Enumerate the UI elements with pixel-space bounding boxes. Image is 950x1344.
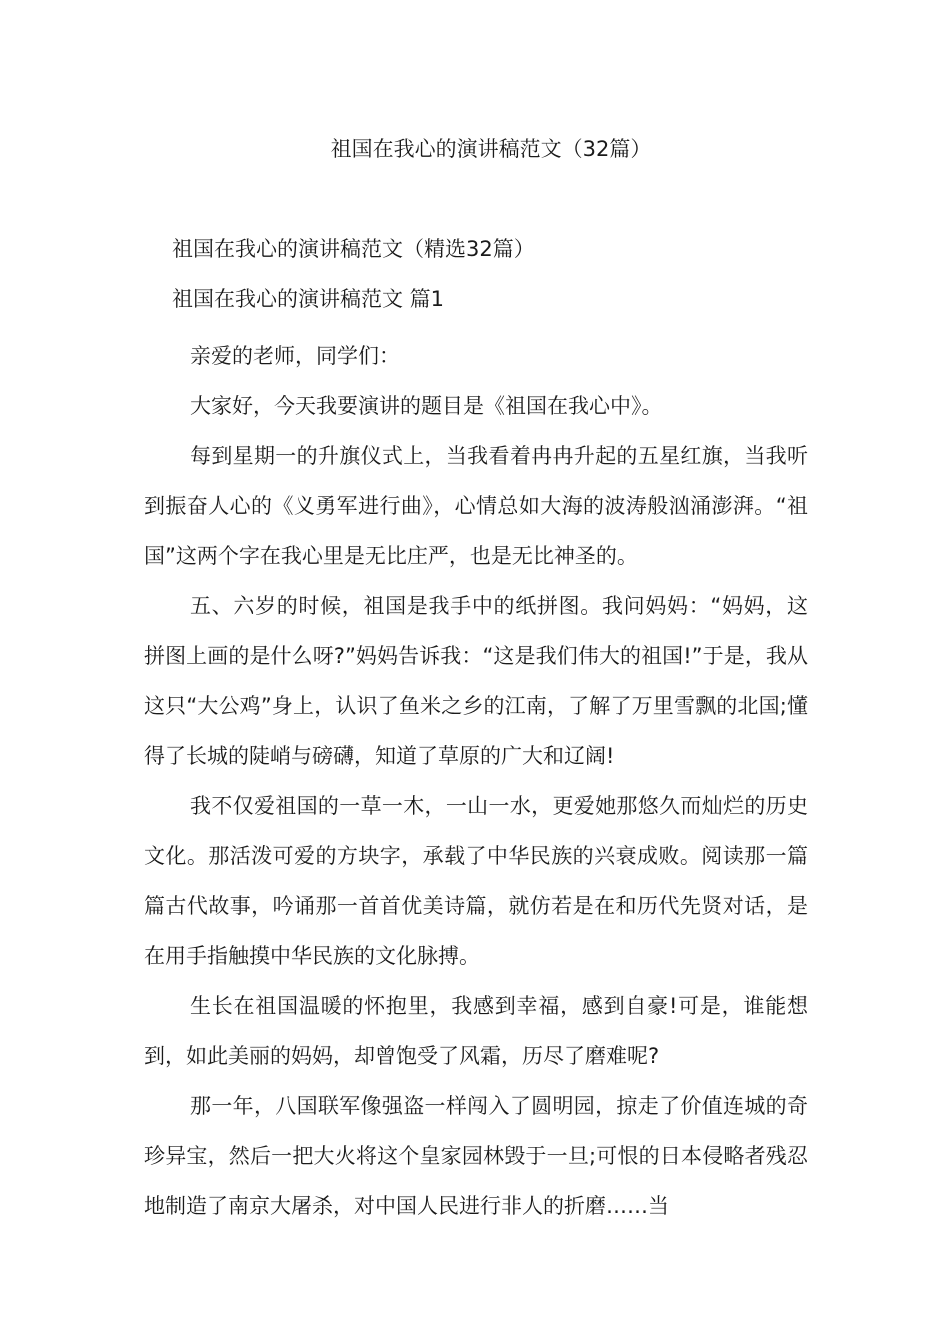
paragraph: 生长在祖国温暖的怀抱里，我感到幸福，感到自豪!可是，谁能想到，如此美丽的妈妈，却曾饱受了风霜，历尽了磨难呢?: [144, 994, 808, 1068]
paragraph: 我不仅爱祖国的一草一木，一山一水，更爱她那悠久而灿烂的历史文化。那活泼可爱的方块字，承载了中华民族的兴衰成败。阅读那一篇篇古代故事，吟诵那一首首优美诗篇，就仿若是在和历代先贤对话，是在用手指触摸中华民族的文化脉搏。: [144, 794, 808, 968]
paragraph-opening: 大家好，今天我要演讲的题目是《祖国在我心中》。: [190, 394, 663, 418]
paragraph: 五、六岁的时候，祖国是我手中的纸拼图。我问妈妈：“妈妈，这拼图上画的是什么呀?”妈妈告诉我：“这是我们伟大的祖国!”于是，我从这只“大公鸡”身上，认识了鱼米之乡的江南，了解了万里雪飘的北国;懂得了长城的陡峭与磅礴，知道了草原的广大和辽阔!: [144, 594, 808, 768]
paragraph: 那一年，八国联军像强盗一样闯入了圆明园，掠走了价值连城的奇珍异宝，然后一把大火将这个皇家园林毁于一旦;可恨的日本侵略者残忍地制造了南京大屠杀，对中国人民进行非人的折磨……当: [144, 1094, 808, 1218]
paragraph: 每到星期一的升旗仪式上，当我看着冉冉升起的五星红旗，当我听到振奋人心的《义勇军进行曲》，心情总如大海的波涛般汹涌澎湃。“祖国”这两个字在我心里是无比庄严，也是无比神圣的。: [144, 444, 808, 568]
document-title: 祖国在我心的演讲稿范文（32篇）: [330, 137, 652, 161]
section-heading: 祖国在我心的演讲稿范文 篇1: [172, 287, 445, 311]
paragraph-greeting: 亲爱的老师，同学们：: [190, 344, 400, 368]
document-subtitle: 祖国在我心的演讲稿范文（精选32篇）: [172, 237, 535, 261]
body-text: [144, 331, 808, 1231]
